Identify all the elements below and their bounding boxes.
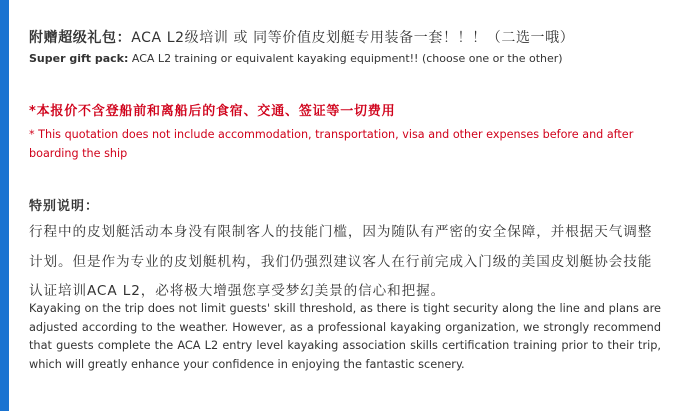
- quotation-note-english: * This quotation does not include accommodation, transportation, visa and other expenses before and after boarding the ship: [29, 128, 634, 160]
- quotation-note-chinese: *本报价不含登船前和离船后的食宿、交通、签证等一切费用: [29, 104, 396, 119]
- gift-pack-chinese: [29, 27, 574, 47]
- gift-pack-text-cn: ACA L2级培训 或 同等价值皮划艇专用装备一套！！！（二选一哦）: [131, 30, 575, 46]
- gift-pack-label-en: Super gift pack:: [29, 52, 129, 65]
- gift-pack-english: [29, 52, 563, 65]
- special-notes-english: Kayaking on the trip does not limit guests' skill threshold, as there is tight security along the line and plans are adjusted according to the weather. However, as a professional kayaking organization, we strongly recommend that guests complete the ACA L2 entry level kayaking association skills certification training prior to their trip, which will greatly enhance your confidence in enjoying the fantastic scenery.: [29, 302, 661, 371]
- special-notes-heading: 特别说明：: [29, 199, 100, 214]
- gift-pack-text-en: ACA L2 training or equivalent kayaking equipment!! (choose one or the other): [128, 52, 563, 65]
- left-accent-bar: [0, 0, 9, 411]
- special-notes-chinese: 行程中的皮划艇活动本身没有限制客人的技能门槛，因为随队有严密的安全保障，并根据天气调整计划。但是作为专业的皮划艇机构，我们仍强烈建议客人在行前完成入门级的美国皮划艇协会技能认证培训ACA L2，必将极大增强您享受梦幻美景的信心和把握。: [29, 224, 653, 299]
- gift-pack-label-cn: 附赠超级礼包：: [29, 30, 132, 46]
